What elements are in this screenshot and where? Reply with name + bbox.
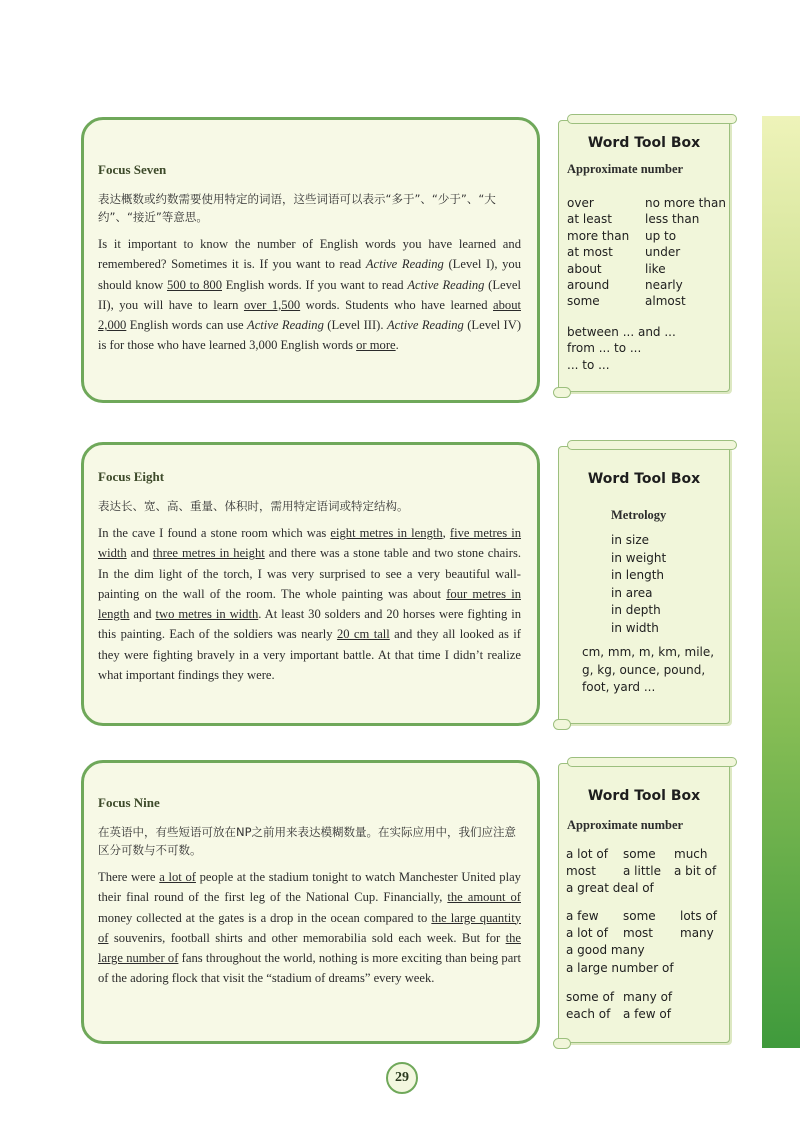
box3-group3: some of many of each of a few of <box>566 990 673 1022</box>
focus-seven-title: Focus Seven <box>98 162 167 177</box>
box1-subtitle: Approximate number <box>567 162 684 176</box>
focus-eight-paragraph: In the cave I found a stone room which was eight metres in length, five metres in width and three metres in height and there was a stone table and two stone chairs. In the dim light of the torch, I was very surprised to see a very beautiful wall-painting on the wall of the room. The whole painting was about four metres in length and two metres in width. At least 30 solders and 20 horses were fighting in this painting. Each of the soldiers was nearly 20 cm tall and they all looked as if they were fighting bravely in a very important battle. At that time I didn’t realize what important findings they were. <box>98 526 522 683</box>
focus-eight-title: Focus Eight <box>98 469 165 484</box>
box2-metrology-list: in size in weight in length in area in depth in width <box>611 533 667 635</box>
box2-title: Word Tool Box <box>587 471 701 487</box>
page-number: 29 <box>386 1062 418 1094</box>
focus-nine-paragraph: There were a lot of people at the stadium tonight to watch Manchester United play their final round of the first leg of the National Cup. Financially, the amount of money collected at the gates is a drop in the ocean compared to the large quantity of souvenirs, football shirts and other memorabilia sold each week. But for the large number of fans throughout the world, nothing is more exciting than being part of the adoring flock that visit the “stadium of dreams” every week. <box>98 870 521 986</box>
focus-seven-cn-note: 表达概数或约数需要使用特定的词语，这些词语可以表示“多于”、“少于”、“大约”、“接近”等意思。 <box>98 192 496 224</box>
focus-seven-paragraph: Is it important to know the number of English words you have learned and remembered? Sometimes it is. If you want to read Active Reading (Level I), you should know 500 to 800 English words. If you want to read Active Reading (Level II), you will have to learn over 1,500 words. Students who have learned about 2,000 English words can use Active Reading (Level III). Active Reading (Level IV) is for those who have learned 3,000 English words or more. <box>98 237 522 353</box>
focus-eight-box <box>81 442 540 726</box>
box1-range-phrases: between ... and ... from ... to ... ... to ... <box>567 325 676 372</box>
box1-right-column: no more than less than up to under like nearly almost <box>645 196 726 309</box>
side-color-bar <box>762 116 800 1048</box>
scroll-curl-bottom <box>553 1038 571 1049</box>
box3-group1: a lot of some much most a little a bit of a great deal of <box>566 847 717 896</box>
box2-subtitle: Metrology <box>611 508 667 522</box>
box2-units: cm, mm, m, km, mile, g, kg, ounce, pound, foot, yard ... <box>582 645 715 695</box>
focus-nine-cn-note: 在英语中，有些短语可放在NP之前用来表达模糊数量。在实际应用中，我们应注意区分可数与不可数。 <box>98 825 517 857</box>
focus-nine-title: Focus Nine <box>98 795 160 810</box>
scroll-curl-top <box>567 440 737 450</box>
box1-left-column: over at least more than at most about around some <box>567 196 630 309</box>
scroll-curl-top <box>567 114 737 124</box>
box3-subtitle: Approximate number <box>567 818 684 832</box>
scroll-curl-bottom <box>553 719 571 730</box>
scroll-curl-bottom <box>553 387 571 398</box>
focus-seven-box <box>81 117 540 403</box>
word-tool-box-metrology <box>558 446 730 724</box>
box3-title: Word Tool Box <box>587 788 701 804</box>
focus-eight-cn-note: 表达长、宽、高、重量、体积时，需用特定语词或特定结构。 <box>98 499 409 513</box>
scroll-curl-top <box>567 757 737 767</box>
box1-title: Word Tool Box <box>587 135 701 151</box>
word-tool-box-approx-1 <box>558 120 730 392</box>
focus-nine-box <box>81 760 540 1044</box>
word-tool-box-approx-2 <box>558 763 730 1043</box>
box3-group2: a few some lots of a lot of most many a good many a large number of <box>566 909 718 975</box>
